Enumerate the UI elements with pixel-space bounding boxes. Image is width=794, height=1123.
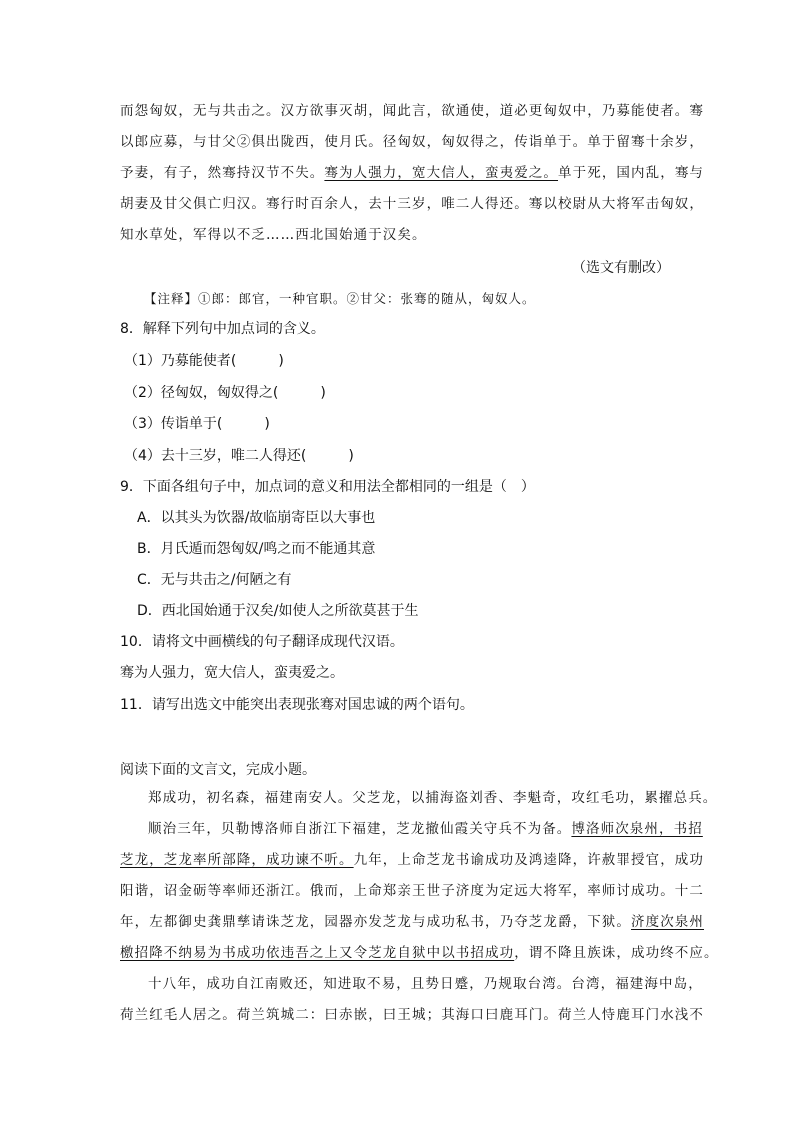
- passage-line: [120, 907, 704, 938]
- passage-line: [120, 814, 703, 845]
- question-10-sentence: 骞为人强力，宽大信人，蛮夷爱之。: [120, 665, 344, 681]
- classical-passage-2: [120, 783, 719, 1031]
- passage-text: 予妻，有子，然骞持汉节不失。: [120, 165, 325, 181]
- question-9-option-d: D．西北国始通于汉矣/如使人之所欲莫甚于生: [137, 603, 419, 619]
- passage-text: 顺治三年，贝勒博洛师自浙江下福建，芝龙撤仙霞关守兵不为备。: [148, 821, 572, 837]
- question-9-title: 9．下面各组句子中，加点词的意义和用法全都相同的一组是（ ）: [120, 479, 535, 495]
- source-note: （选文有删改）: [572, 260, 670, 276]
- question-8-item: （3）传诣单于( ): [124, 416, 270, 432]
- passage-text: 单于死，国内乱，骞与: [558, 165, 705, 181]
- underlined-sentence: 济度次泉州: [631, 914, 704, 930]
- underlined-sentence: 博洛师次泉州，书招: [571, 821, 703, 837]
- question-9-option-a: A．以其头为饮器/故临崩寄臣以大事也: [137, 510, 376, 526]
- passage-line: 而怨匈奴，无与共击之。汉方欲事灭胡，闻此言，欲通使，道必更匈奴中，乃募能使者。骞: [120, 103, 704, 119]
- annotation-note: 【注释】①郎：郎官，一种官职。②甘父：张骞的随从，匈奴人。: [144, 291, 536, 306]
- underlined-sentence: 芝龙，芝龙率所部降，成功谏不听。: [120, 852, 354, 868]
- passage-line: 知水草处，军得以不乏……西北国始通于汉矣。: [120, 227, 427, 243]
- question-8-title: 8．解释下列句中加点词的含义。: [120, 321, 325, 337]
- passage-text: 年，左都御史龚鼎孳请诛芝龙，园器亦发芝龙与成功私书，乃夺芝龙爵，下狱。: [120, 914, 631, 930]
- underlined-sentence: 檄招降不纳易为书成功依违吾之上又令芝龙自狱中以书招成功: [120, 945, 515, 961]
- classical-passage-1: [120, 96, 705, 251]
- passage-line: [120, 158, 705, 189]
- section-2-intro: 阅读下面的文言文，完成小题。: [120, 762, 316, 778]
- question-9-option-b: B．月氏遁而怨匈奴/鸣之而不能通其意: [137, 541, 376, 557]
- passage-line: 十八年，成功自江南败还，知进取不易，且势日蹙，乃规取台湾。台湾，福建海中岛，: [148, 976, 703, 992]
- question-8-item: （1）乃募能使者( ): [124, 353, 284, 369]
- question-8-item: （2）径匈奴，匈奴得之( ): [124, 385, 326, 401]
- passage-line: 阳谐，诏金砺等率师还浙江。俄而，上命郑亲王世子济度为定远大将军，率师讨成功。十二: [120, 883, 704, 899]
- question-8-item: （4）去十三岁，唯二人得还( ): [124, 448, 354, 464]
- passage-line: [120, 845, 705, 876]
- passage-text: ，谓不降且族诛，成功终不应。: [514, 945, 719, 961]
- question-9-option-c: C．无与共击之/何陋之有: [137, 572, 292, 588]
- passage-line: 郑成功，初名森，福建南安人。父芝龙，以捕海盗刘香、李魁奇，攻红毛功，累擢总兵。: [148, 790, 718, 806]
- question-11-title: 11．请写出选文中能突出表现张骞对国忠诚的两个语句。: [120, 697, 474, 713]
- passage-line: [120, 938, 719, 969]
- passage-line: 以郎应募，与甘父②俱出陇西，使月氏。径匈奴，匈奴得之，传诣单于。单于留骞十余岁，: [120, 134, 704, 150]
- passage-line: 荷兰红毛人居之。荷兰筑城二：曰赤嵌，曰王城；其海口曰鹿耳门。荷兰人恃鹿耳门水浅不: [120, 1007, 704, 1023]
- passage-text: 九年，上命芝龙书谕成功及鸿逵降，许赦罪授官，成功: [353, 852, 705, 868]
- passage-line: 胡妻及甘父俱亡归汉。骞行时百余人，去十三岁，唯二人得还。骞以校尉从大将军击匈奴，: [120, 196, 704, 212]
- underlined-sentence: 骞为人强力，宽大信人，蛮夷爱之。: [324, 165, 559, 181]
- question-10-title: 10．请将文中画横线的句子翻译成现代汉语。: [120, 634, 404, 650]
